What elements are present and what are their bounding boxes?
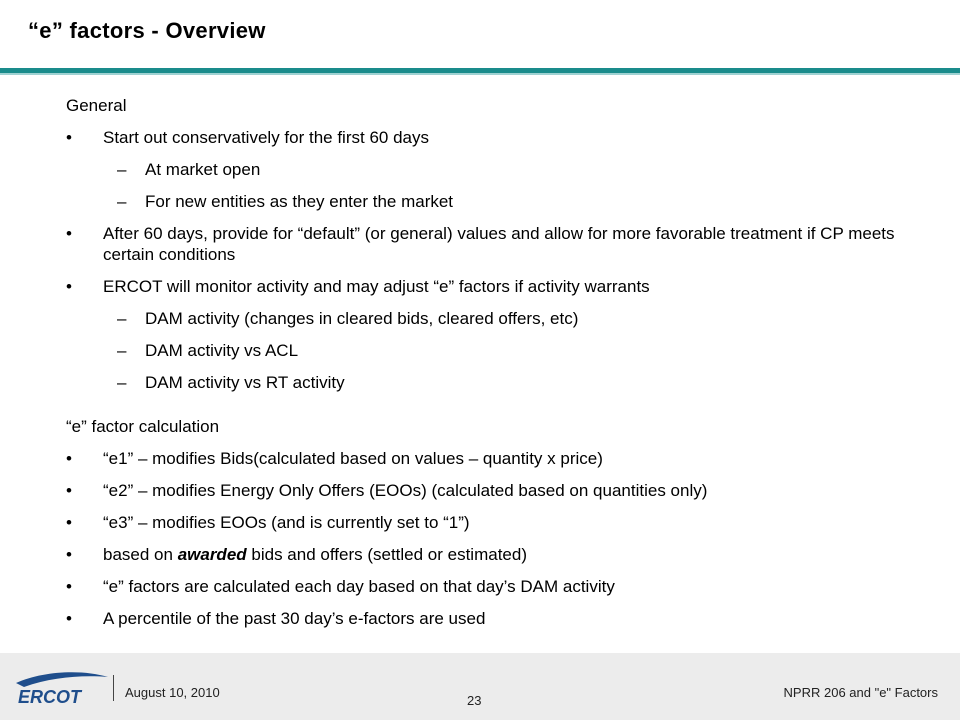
general-subbullet [66,159,936,180]
calc-bullet [66,480,936,501]
section-gap [66,404,936,416]
slide-title: “e” factors - Overview [28,18,266,43]
calc-bullet [66,544,936,565]
calc-bullet [66,448,936,469]
bullet-mark: • [66,577,72,596]
dash-mark: – [117,160,127,179]
dash-mark: – [117,309,127,328]
bullet-mark: • [66,128,72,147]
ercot-logo [12,669,122,709]
page-number: 23 [467,693,482,708]
bullet-mark: • [66,609,72,628]
title-rule-light [0,73,960,75]
calc-bullet [66,512,936,533]
bullet-text: “e2” – modifies Energy Only Offers (EOOs) (calculated based on quantities only) [103,481,708,500]
bullet-mark: • [66,545,72,564]
footer-date: August 10, 2010 [125,685,220,700]
bullet-mark: • [66,481,72,500]
logo-text: ERCOT [18,687,81,707]
bullet-text: After 60 days, provide for “default” (or general) values and allow for more favorable treatment if CP meets certain conditions [103,224,895,264]
subbullet-text: At market open [145,160,261,179]
subbullet-text: DAM activity vs ACL [145,341,299,360]
bullet-text: ERCOT will monitor activity and may adjust “e” factors if activity warrants [103,277,650,296]
bullet-text: “e1” – modifies Bids(calculated based on values – quantity x price) [103,449,603,468]
general-subbullet [66,191,936,212]
general-heading: General [66,96,127,115]
general-subbullet [66,340,936,361]
bullet-mark: • [66,449,72,468]
dash-mark: – [117,192,127,211]
bullet-mark: • [66,513,72,532]
general-subbullet [66,372,936,393]
general-subbullet [66,308,936,329]
calc-bullet [66,576,936,597]
bullet-mark: • [66,224,72,243]
dash-mark: – [117,341,127,360]
footer-doc-title: NPRR 206 and "e" Factors [783,685,938,700]
general-bullet [66,276,936,297]
emphasized-text: awarded [177,545,247,564]
general-bullet [66,223,936,265]
bullet-text-before: based on [103,545,178,564]
calc-heading: “e” factor calculation [66,417,220,436]
logo-swoosh [16,672,108,687]
calc-bullet [66,608,936,629]
bullet-text: A percentile of the past 30 day’s e-factors are used [103,609,486,628]
bullet-text: “e3” – modifies EOOs (and is currently set to “1”) [103,513,470,532]
subbullet-text: DAM activity vs RT activity [145,373,345,392]
bullet-text: Start out conservatively for the first 60 days [103,128,429,147]
subbullet-text: DAM activity (changes in cleared bids, cleared offers, etc) [145,309,579,328]
slide-body [66,95,936,640]
bullet-text-after: bids and offers (settled or estimated) [246,545,527,564]
subbullet-text: For new entities as they enter the market [145,192,454,211]
slide-footer [0,653,960,720]
general-bullet [66,127,936,148]
dash-mark: – [117,373,127,392]
bullet-text: “e” factors are calculated each day based on that day’s DAM activity [103,577,615,596]
bullet-mark: • [66,277,72,296]
footer-divider [113,675,114,701]
